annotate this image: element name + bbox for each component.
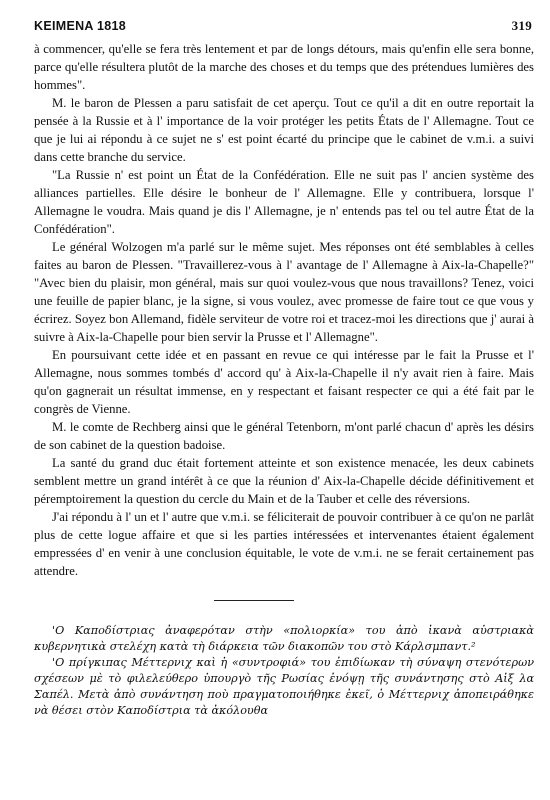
paragraph: En poursuivant cette idée et en passant en revue ce qui intéresse par le fait la Prusse et l' Allemagne, nous sommes tombés d' accord qu' à Aix-la-Chapelle il n'y avait rien à faire. Mais qu'on gagnerait un résultat immense, en y respectant et faisant respecter ce qui a été fait par le congrès de Vienne. [34, 348, 534, 416]
paragraph: à commencer, qu'elle se fera très lentement et par de longs détours, mais qu'enfin elle sera bonne, parce qu'elle résultera plutôt de la marche des choses et du temps que des prétendues lumières des hommes". [34, 42, 534, 92]
paragraph: La santé du grand duc était fortement atteinte et son existence menacée, les deux cabinets semblent mettre un grand intérêt à ce que la réunion d' Aix-la-Chapelle décide définitivement et péremptoirement la question du cercle du Main et de la Tauber et celle des réversions. [34, 456, 534, 506]
section-divider [214, 600, 294, 601]
paragraph: Le général Wolzogen m'a parlé sur le même sujet. Mes réponses ont été semblables à celles faites au baron de Plessen. "Travaillerez-vous à l' avantage de l' Allemagne à Aix-la-Chapelle?" "Avec bien du plaisir, mon général, mais sur quoi voulez-vous que nous travaillons? Tenez, voici une feuille de papier blanc, je la signe, si vous voulez, avec promesse de faire tout ce que vous y écrirez. Soyez bon Allemand, fidèle serviteur de votre roi et tracez-moi les directions que j' aurai à suivre à Aix-la-Chapelle pour bien servir la Prusse et l' Allemagne". [34, 240, 534, 344]
greek-commentary [34, 623, 534, 719]
paragraph: J'ai répondu à l' un et l' autre que v.m.i. se féliciterait de pouvoir contribuer à ce qu'on ne parlât plus de cette logue affaire et que si les parties intéressées et intervenantes étaient également empressées d' en venir à une conclusion équitable, le vote de v.m.i. ne se ferait certainement pas attendre. [34, 510, 534, 578]
paragraph: M. le baron de Plessen a paru satisfait de cet aperçu. Tout ce qu'il a dit en outre reportait la pensée à la Russie et à l' importance de la voir protéger les petits États de l' Allemagne. Tout ce que je lui ai répondu à ce sujet ne s' est point écarté du principe que le cabinet de v.m.i. a suivi dans cette branche du service. [34, 96, 534, 164]
paragraph: "La Russie n' est point un État de la Confédération. Elle ne suit pas l' ancien système des alliances partielles. Elle désire le bonheur de l' Allemagne. Elle y contribuera, lorsque l' Allemagne le voudra. Mais quand je dis l' Allemagne, je n' entends pas tel ou tel autre État de la Confédération". [34, 168, 534, 236]
main-text [34, 40, 534, 580]
page-number: 319 [511, 18, 532, 33]
commentary-paragraph: 'Ο πρίγκιπας Μέττερνιχ καὶ ἡ «συντροφιά» του ἐπιδίωκαν τὴ σύναψη στενότερων σχέσεων μὲ τὸ φιλελεύθερο ὑπουργὸ τῆς Ρωσίας ἐνόψῃ τῆς συνάντησης στὸ Αἰξ λα Σαπέλ. Μετὰ ἀπὸ συνάντηση ποὺ πραγματοποιήθηκε ἐκεῖ, ὁ Μέττερνιχ ἀποπειράθηκε νὰ θέσει στὸν Καποδίστρια τὰ ἀκόλουθα [34, 656, 534, 717]
running-title: KEIMENA 1818 [34, 19, 127, 33]
commentary-paragraph: 'Ο Καποδίστριας ἀναφερόταν στὴν «πολιορκία» του ἀπὸ ἱκανὰ αὐστριακὰ κυβερνητικὰ στελέχη κατὰ τὴ διάρκεια τῶν διακοπῶν του στὸ Κάρλσμπαντ.² [34, 624, 534, 653]
paragraph: M. le comte de Rechberg ainsi que le général Tetenborn, m'ont parlé chacun d' après les désirs de son cabinet de la question badoise. [34, 420, 534, 452]
running-header [34, 18, 534, 40]
